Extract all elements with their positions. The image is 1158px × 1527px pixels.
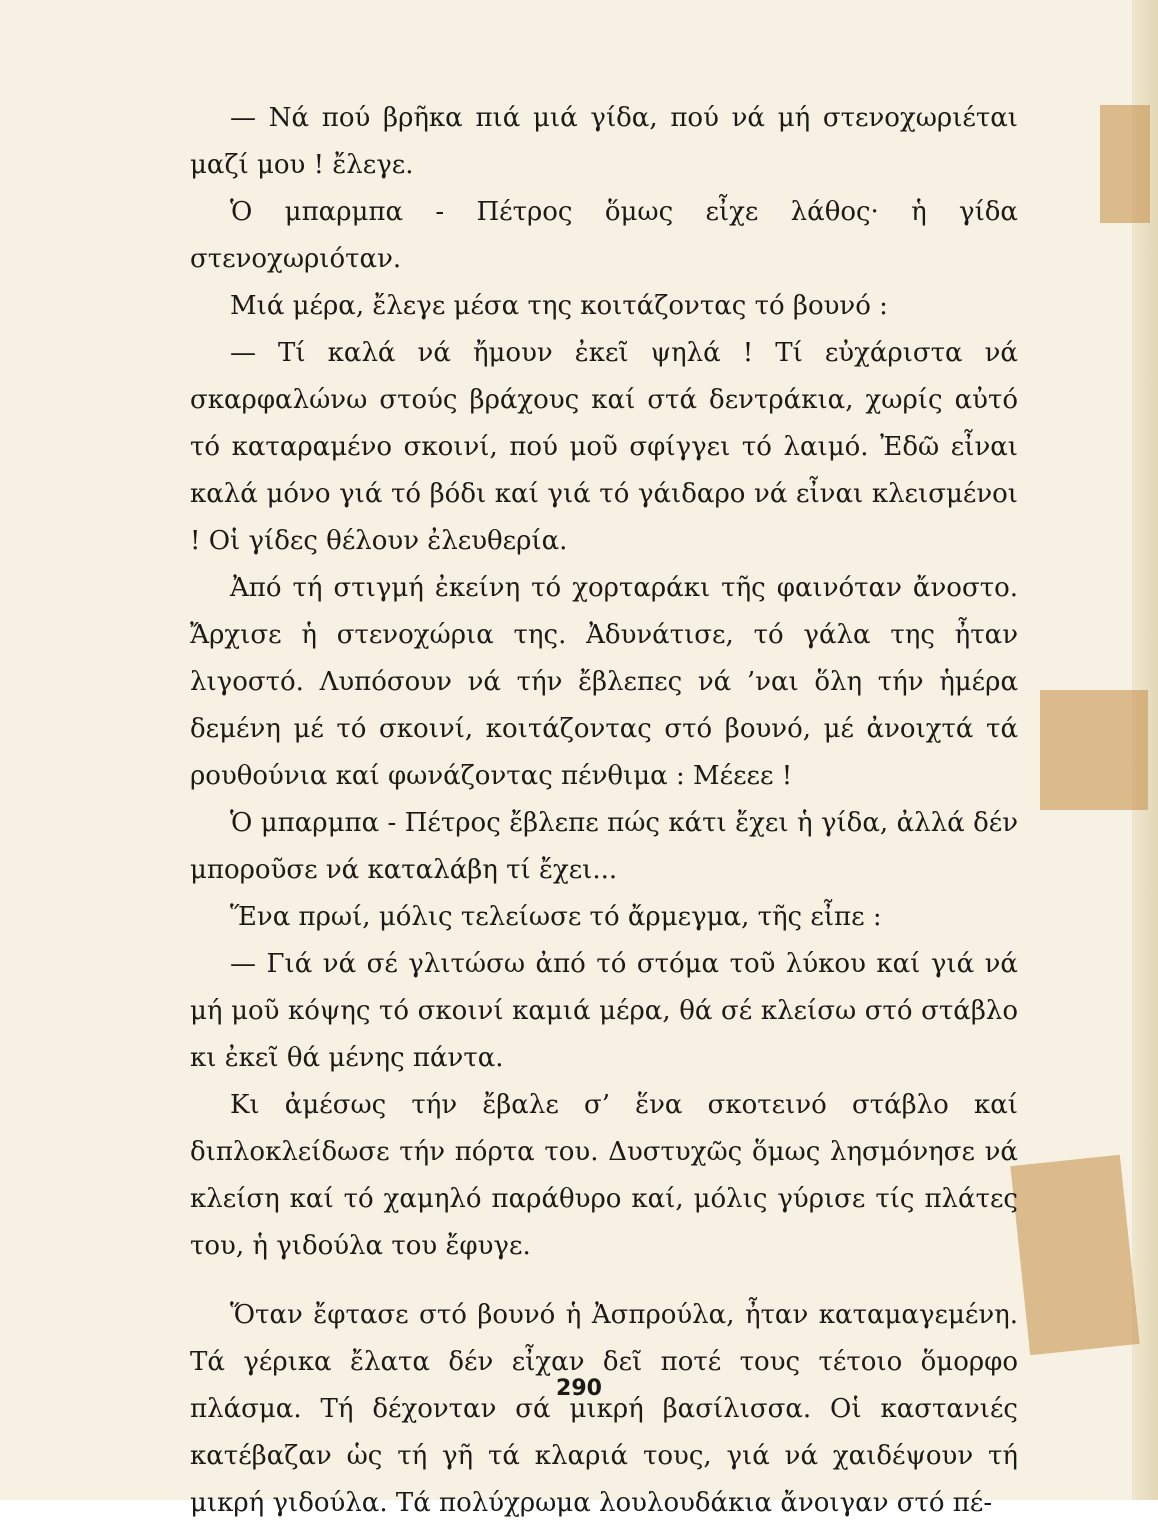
paragraph: Ἀπό τή στιγμή ἐκείνη τό χορταράκι τῆς φαινόταν ἄνοστο. Ἄρχισε ἡ στενοχώρια της. Ἀδυνάτισε, τό γάλα της ἦταν λιγοστό. Λυπόσουν νά τήν ἔβλεπες νά ’ναι ὅλη τήν ἡμέρα δεμένη μέ τό σκοινί, κοιτάζοντας στό βουνό, μέ ἀνοιχτά τά ρουθούνια καί φωνάζοντας πένθιμα : Μέεεε !: [190, 573, 1018, 791]
paragraph: — Τί καλά νά ἤμουν ἐκεῖ ψηλά ! Τί εὐχάριστα νά σκαρφαλώνω στούς βράχους καί στά δεντράκια, χωρίς αὐτό τό καταραμένο σκοινί, πού μοῦ σφίγγει τό λαιμό. Ἐδῶ εἶναι καλά μόνο γιά τό βόδι καί γιά τό γάιδαρο νά εἶναι κλεισμένοι ! Οἱ γίδες θέλουν ἐλευθερία.: [190, 338, 1018, 556]
paragraph: Ὁ μπαρμπα - Πέτρος ὅμως εἶχε λάθος· ἡ γίδα στενοχωριόταν.: [190, 197, 1018, 274]
page-number: 290: [556, 1376, 602, 1401]
paragraph: Ὁ μπαρμπα - Πέτρος ἔβλεπε πώς κάτι ἔχει ἡ γίδα, ἀλλά δέν μποροῦσε νά καταλάβη τί ἔχει...: [190, 808, 1018, 885]
tape-stain: [1040, 690, 1148, 810]
tape-stain: [1100, 105, 1150, 223]
paragraph: Ἕνα πρωί, μόλις τελείωσε τό ἄρμεγμα, τῆς εἶπε :: [230, 902, 882, 932]
tape-stain: [1010, 1155, 1139, 1355]
paragraph: — Γιά νά σέ γλιτώσω ἀπό τό στόμα τοῦ λύκου καί γιά νά μή μοῦ κόψης τό σκοινί καμιά μέρα, θά σέ κλείσω στό στάβλο κι ἐκεῖ θά μένης πάντα.: [190, 949, 1018, 1073]
paragraph: Κι ἀμέσως τήν ἔβαλε σ’ ἕνα σκοτεινό στάβλο καί διπλοκλείδωσε τήν πόρτα του. Δυστυχῶς ὅμως λησμόνησε νά κλείση καί τό χαμηλό παράθυρο καί, μόλις γύρισε τίς πλάτες του, ἡ γιδούλα του ἔφυγε.: [190, 1090, 1018, 1261]
paragraph: Μιά μέρα, ἔλεγε μέσα της κοιτάζοντας τό βουνό :: [230, 291, 888, 321]
paragraph: — Νά πού βρῆκα πιά μιά γίδα, πού νά μή στενοχωριέται μαζί μου ! ἔλεγε.: [190, 103, 1018, 180]
page-text: [190, 95, 1018, 1527]
paragraph: Ὅταν ἔφτασε στό βουνό ἡ Ἀσπρούλα, ἦταν καταμαγεμένη. Τά γέρικα ἔλατα δέν εἶχαν δεῖ ποτέ τους τέτοιο ὅμορφο πλάσμα. Τή δέχονταν σά μικρή βασίλισσα. Οἱ καστανιές κατέβαζαν ὡς τή γῆ τά κλαριά τους, γιά νά χαιδέψουν τή μικρή γιδούλα. Τά πολύχρωμα λουλουδάκια ἄνοιγαν στό πέ-: [190, 1300, 1018, 1518]
